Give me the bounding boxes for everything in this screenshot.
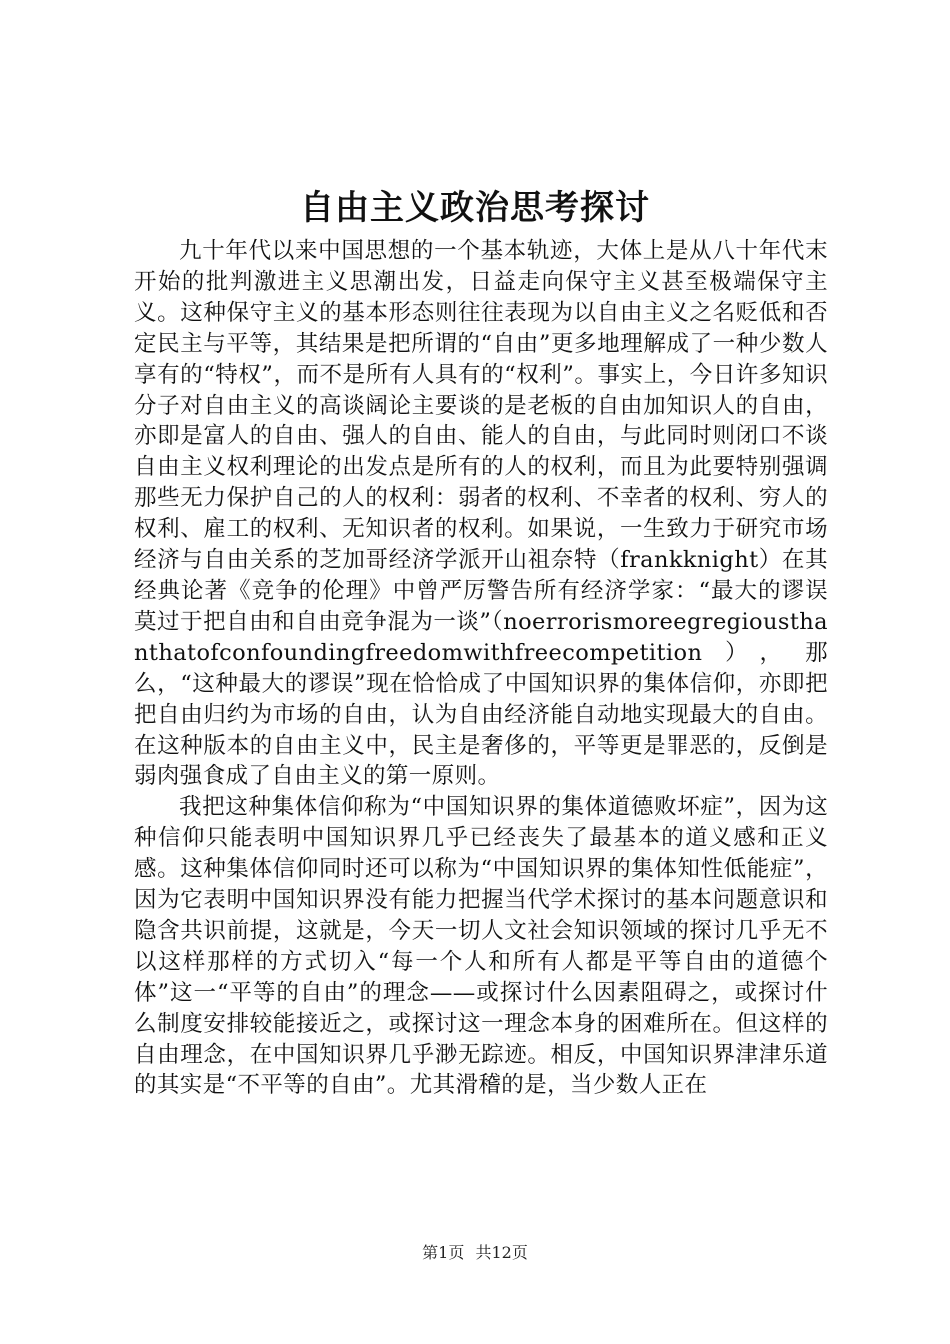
document-body: [134, 236, 828, 1101]
paragraph-2: 我把这种集体信仰称为“中国知识界的集体道德败坏症”，因为这种信仰只能表明中国知识界几乎已经丧失了最基本的道义感和正义感。这种集体信仰同时还可以称为“中国知识界的集体知性低能症”，因为它表明中国知识界没有能力把握当代学术探讨的基本问题意识和隐含共识前提，这就是，今天一切人文社会知识领域的探讨几乎无不以这样那样的方式切入“每一个人和所有人都是平等自由的道德个体”这一“平等的自由”的理念——或探讨什么因素阻碍之，或探讨什么制度安排较能接近之，或探讨这一理念本身的困难所在。但这样的自由理念，在中国知识界几乎渺无踪迹。相反，中国知识界津津乐道的其实是“不平等的自由”。尤其滑稽的是，当少数人正在: [134, 794, 828, 1099]
page-total: 共12页: [475, 1243, 528, 1262]
paragraph-1: 九十年代以来中国思想的一个基本轨迹，大体上是从八十年代末开始的批判激进主义思潮出发，日益走向保守主义甚至极端保守主义。这种保守主义的基本形态则往往表现为以自由主义之名贬低和否定民主与平等，其结果是把所谓的“自由”更多地理解成了一种少数人享有的“特权”，而不是所有人具有的“权利”。事实上，今日许多知识分子对自由主义的高谈阔论主要谈的是老板的自由加知识人的自由，亦即是富人的自由、强人的自由、能人的自由，与此同时则闭口不谈自由主义权利理论的出发点是所有的人的权利，而且为此要特别强调那些无力保护自己的人的权利：弱者的权利、不幸者的权利、穷人的权利、雇工的权利、无知识者的权利。如果说，一生致力于研究市场经济与自由关系的芝加哥经济学派开山祖奈特（frankknight）在其经典论著《竞争的伦理》中曾严厉警告所有经济学家：“最大的谬误莫过于把自由和自由竞争混为一谈”（noerrorismoreegregiousthanthatofconfoundingfreedomwithfreecompetition），那么，“这种最大的谬误”现在恰恰成了中国知识界的集体信仰，亦即把把自由归约为市场的自由，认为自由经济能自动地实现最大的自由。在这种版本的自由主义中，民主是奢侈的，平等更是罪恶的，反倒是弱肉强食成了自由主义的第一原则。: [134, 238, 828, 790]
page-footer: [0, 1243, 950, 1263]
document-title: 自由主义政治思考探讨: [300, 188, 650, 228]
page-number: 第1页: [422, 1243, 465, 1262]
